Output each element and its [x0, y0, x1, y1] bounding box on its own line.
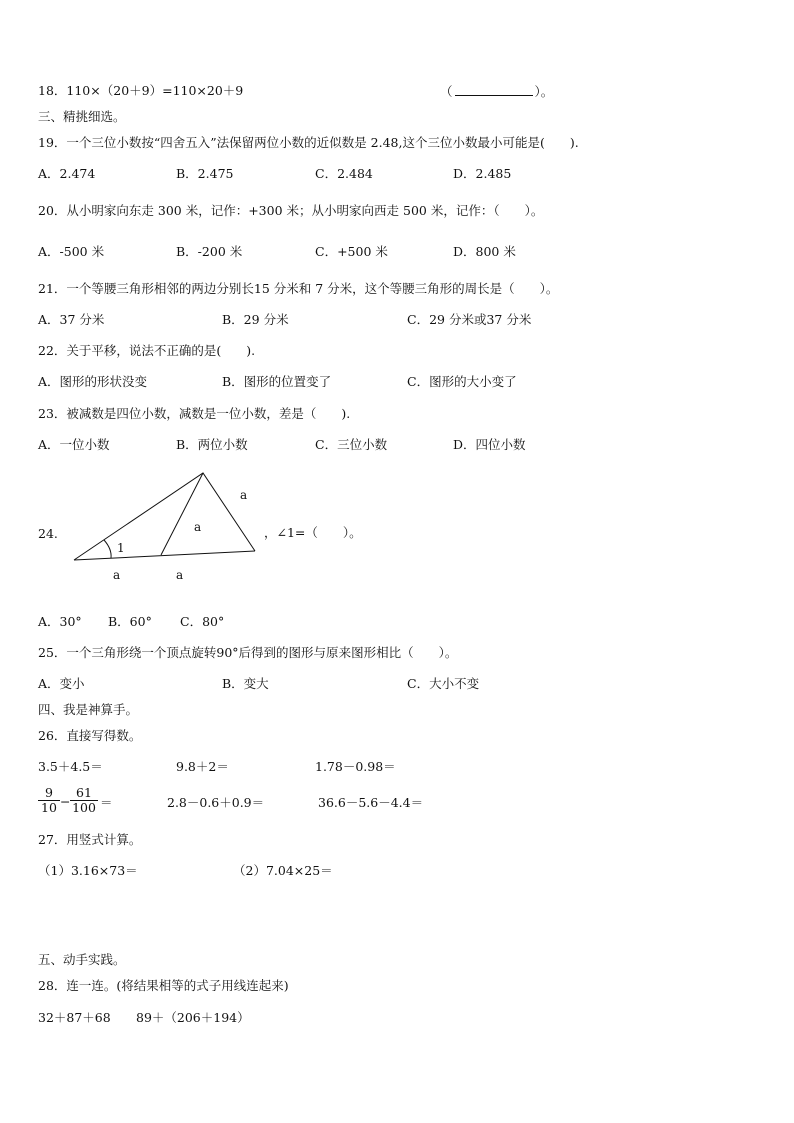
- triangle-outline: [74, 473, 255, 560]
- fraction-denominator: 100: [72, 800, 96, 815]
- answer-blank[interactable]: [455, 83, 533, 96]
- option-c[interactable]: C．+500 米: [315, 244, 388, 259]
- option-a[interactable]: A．37 分米: [38, 312, 105, 327]
- equals-sign: ＝: [100, 795, 113, 810]
- question-24-suffix: ，∠1=（ ）。: [264, 525, 362, 540]
- fraction-numerator: 9: [38, 786, 60, 801]
- option-b[interactable]: B．两位小数: [176, 437, 248, 452]
- option-a[interactable]: A．图形的形状没变: [38, 374, 148, 389]
- minus-sign: −: [60, 794, 71, 809]
- option-b[interactable]: B．-200 米: [176, 244, 243, 259]
- option-c[interactable]: C．图形的大小变了: [407, 374, 517, 389]
- question-26-text: 26．直接写得数。: [38, 728, 142, 743]
- angle-label: 1: [117, 541, 125, 555]
- option-a[interactable]: A．一位小数: [38, 437, 110, 452]
- option-b[interactable]: B．29 分米: [222, 312, 289, 327]
- question-18: [38, 83, 243, 99]
- option-b[interactable]: B．图形的位置变了: [222, 374, 332, 389]
- calc-item: 36.6－5.6－4.4＝: [318, 795, 424, 810]
- section-3-heading: 三、精挑细选。: [38, 109, 126, 124]
- option-c[interactable]: C．三位小数: [315, 437, 388, 452]
- fraction-numerator: 61: [70, 786, 98, 801]
- question-25-text: 25．一个三角形绕一个顶点旋转90°后得到的图形与原来图形相比（ ）。: [38, 645, 458, 660]
- option-b[interactable]: B．2.475: [176, 166, 234, 181]
- calc-item: 1.78－0.98＝: [315, 759, 396, 774]
- option-a[interactable]: A．变小: [38, 676, 85, 691]
- angle-arc: [104, 540, 111, 558]
- option-a[interactable]: A．-500 米: [38, 244, 105, 259]
- option-c[interactable]: C．29 分米或37 分米: [407, 312, 532, 327]
- option-a[interactable]: A．2.474: [38, 166, 96, 181]
- fraction-denominator: 10: [41, 800, 57, 815]
- question-22-text: 22．关于平移，说法不正确的是( ).: [38, 343, 256, 358]
- base-left-label: a: [113, 568, 121, 582]
- question-28-text: 28．连一连。(将结果相等的式子用线连起来): [38, 978, 289, 993]
- right-side-label: a: [240, 488, 248, 502]
- option-d[interactable]: D．800 米: [453, 244, 516, 259]
- section-5-heading: 五、动手实践。: [38, 952, 126, 967]
- question-24-number: 24.: [38, 526, 58, 541]
- inner-side-label: a: [194, 520, 202, 534]
- calc-item: 3.5＋4.5＝: [38, 759, 103, 774]
- fraction-61-100: [70, 786, 98, 815]
- option-c[interactable]: C．大小不变: [407, 676, 480, 691]
- match-item[interactable]: 32＋87＋68: [38, 1010, 111, 1025]
- question-20-text: 20．从小明家向东走 300 米，记作：+300 米；从小明家向西走 500 米，记作：（ ）。: [38, 203, 544, 218]
- question-21-text: 21．一个等腰三角形相邻的两边分别长15 分米和 7 分米，这个等腰三角形的周长是（ ）。: [38, 281, 559, 296]
- calc-item: 9.8＋2＝: [176, 759, 229, 774]
- option-d[interactable]: D．四位小数: [453, 437, 526, 452]
- question-23-text: 23．被减数是四位小数，减数是一位小数，差是（ ).: [38, 406, 351, 421]
- question-19-text: 19．一个三位小数按“四舍五入”法保留两位小数的近似数是 2.48,这个三位小数最小可能是( ).: [38, 135, 579, 150]
- option-b[interactable]: B．变大: [222, 676, 269, 691]
- calc-item: （2）7.04×25＝: [233, 863, 333, 878]
- section-4-heading: 四、我是神算手。: [38, 702, 139, 717]
- question-18-answer[interactable]: （ ）。: [440, 84, 554, 99]
- triangle-base: [74, 551, 255, 560]
- inner-segment: [161, 473, 203, 555]
- fraction-9-10: [38, 786, 60, 815]
- question-27-text: 27．用竖式计算。: [38, 832, 142, 847]
- option-b[interactable]: B．60°: [108, 614, 152, 629]
- option-c[interactable]: C．2.484: [315, 166, 373, 181]
- match-item[interactable]: 89＋（206＋194）: [136, 1010, 250, 1025]
- question-18-text: 18．110×（20＋9）=110×20＋9: [38, 83, 244, 98]
- option-d[interactable]: D．2.485: [453, 166, 512, 181]
- calc-item: 2.8－0.6＋0.9＝: [167, 795, 265, 810]
- option-a[interactable]: A．30°: [38, 614, 82, 629]
- base-right-label: a: [176, 568, 184, 582]
- option-c[interactable]: C．80°: [180, 614, 225, 629]
- calc-item: （1）3.16×73＝: [38, 863, 138, 878]
- triangle-figure: [60, 465, 270, 590]
